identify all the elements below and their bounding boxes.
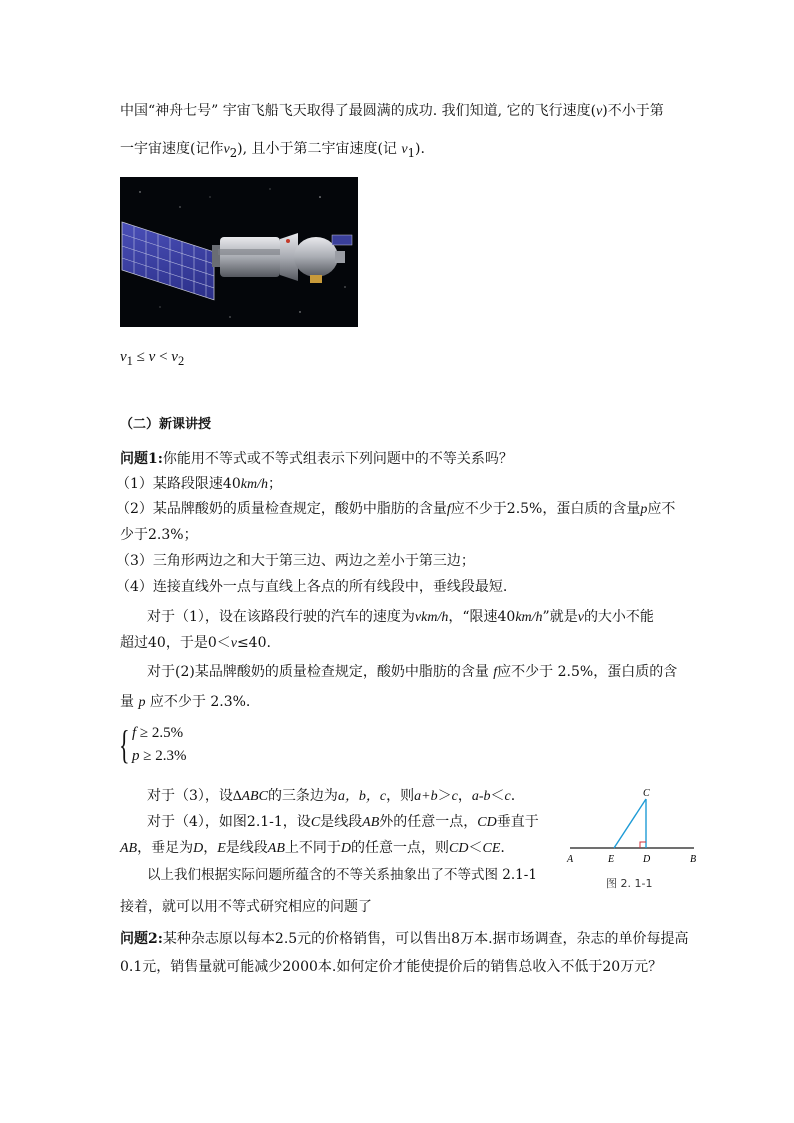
operator: < — [155, 349, 172, 365]
label-d: D — [643, 854, 651, 865]
var: p — [640, 502, 648, 517]
question-text: 你能用不等式或不等式组表示下列问题中的不等关系吗？ — [162, 451, 513, 467]
var: f — [493, 665, 498, 680]
text: （2）某品牌酸奶的质量检查规定，酸奶中脂肪的含量 — [116, 501, 447, 517]
vars: a，b，c — [337, 789, 387, 804]
text: 是线段 — [225, 840, 268, 856]
text: )不小于第 — [602, 103, 664, 119]
figure-caption: 图 2. 1-1 — [606, 877, 653, 890]
text: ，则 — [386, 788, 415, 804]
subscript: 1 — [407, 145, 416, 160]
var: v — [401, 142, 408, 157]
text: （1）某路段限速40 — [116, 476, 241, 492]
var: AB — [120, 841, 138, 856]
text: “神舟七号” — [148, 103, 219, 119]
text: 中国 — [120, 103, 148, 119]
var: c — [451, 789, 458, 804]
text: 应不少于 2.3%. — [145, 694, 251, 710]
intro-line-2 — [120, 140, 425, 162]
var: f — [132, 725, 137, 741]
text: ， — [457, 788, 472, 804]
answer-4-line-1 — [147, 813, 539, 832]
var: p — [132, 748, 140, 764]
text: 垂直于 — [496, 814, 539, 830]
text: 的任意一点，则 — [351, 840, 450, 856]
question-text: 某种杂志原以每本2.5元的价格销售，可以售出8万本.据市场调查，杂志的单价每提高 — [162, 931, 689, 947]
var: v — [596, 104, 603, 119]
text: 宇宙飞船飞天取得了最圆满的成功. 我们知道, 它的飞行速度( — [218, 103, 597, 119]
answer-1-line-1 — [147, 608, 654, 627]
text: 外的任意一点， — [379, 814, 478, 830]
q1-item-4: （4）连接直线外一点与直线上各点的所有线段中，垂线段最短. — [116, 579, 508, 595]
text: 上不同于 — [284, 840, 341, 856]
text: ； — [267, 476, 282, 492]
right-angle-mark — [640, 842, 646, 848]
var: C — [310, 815, 321, 830]
expr: a+b — [414, 789, 438, 804]
question-2-line-2: 0.1元，销售量就可能减少2000本.如何定价才能使提价后的销售总收入不低于20万元？ — [120, 959, 663, 975]
var: vkm/h — [414, 610, 449, 625]
intro-line-1 — [120, 102, 664, 121]
operator: ≤ — [132, 349, 149, 365]
text: 应不少于2.5%，蛋白质的含量 — [450, 501, 641, 517]
segment-ce — [614, 799, 646, 848]
unit: km/h — [515, 610, 543, 625]
text: 的三条边为 — [267, 788, 338, 804]
var: CD — [477, 815, 497, 830]
var: D — [193, 841, 204, 856]
text: ，“限速40 — [448, 609, 516, 625]
text: 的大小不能 — [583, 609, 654, 625]
answer-4-line-2 — [120, 839, 505, 858]
summary-line-2: 接着，就可以用不等式研究相应的问题了 — [120, 899, 372, 915]
spacecraft-photo — [120, 177, 358, 327]
q1-item-1 — [116, 475, 282, 494]
var: AB — [267, 841, 285, 856]
text: ≥ 2.3% — [139, 748, 187, 764]
label-c: C — [643, 788, 650, 799]
text: 应不少于 2.5%，蛋白质的含 — [497, 664, 678, 680]
subscript: 2 — [229, 145, 238, 160]
text: 一宇宙速度(记作 — [120, 141, 224, 157]
text: 对于(2)某品牌酸奶的质量检查规定，酸奶中脂肪的含量 — [147, 664, 494, 680]
var: f — [446, 502, 451, 517]
text: 应不 — [647, 501, 676, 517]
var: v — [223, 142, 230, 157]
text: . — [510, 788, 516, 804]
summary-line-1: 以上我们根据实际问题所蕴含的不等关系抽象出了不等式图 2.1-1 — [147, 867, 537, 883]
var: p — [138, 695, 146, 710]
question-label: 问题2: — [120, 931, 163, 947]
answer-2-line-1 — [147, 663, 677, 682]
answer-2-line-2 — [120, 693, 250, 712]
text: 量 — [120, 694, 139, 710]
var: AB — [362, 815, 380, 830]
system-brace: { — [119, 722, 130, 767]
section-title: （二）新课讲授 — [120, 417, 212, 432]
question-2-line-1 — [120, 930, 689, 948]
operator: ＞ — [437, 788, 452, 804]
text: 超过40，于是0＜ — [120, 635, 231, 651]
formula-inequality — [120, 348, 184, 370]
var: CE — [482, 841, 501, 856]
text: 是线段 — [320, 814, 363, 830]
var: v — [577, 610, 584, 625]
label-e: E — [608, 854, 615, 865]
operator: ＜ — [468, 840, 483, 856]
operator: ＜ — [490, 788, 505, 804]
text: 对于（3），设 — [147, 788, 233, 804]
answer-1-line-2 — [120, 634, 271, 653]
q1-item-2-cont: 少于2.3%； — [120, 527, 198, 543]
question-1 — [120, 450, 513, 468]
text: ，垂足为 — [137, 840, 194, 856]
text: ≤40. — [236, 635, 271, 651]
question-label: 问题1: — [120, 451, 163, 467]
system-row-2 — [132, 747, 186, 765]
expr: a-b — [471, 789, 491, 804]
label-a: A — [567, 854, 574, 865]
label-b: B — [690, 854, 697, 865]
var: D — [340, 841, 352, 856]
text: . — [500, 840, 505, 856]
text: 对于（1），设在该路段行驶的汽车的速度为 — [147, 609, 415, 625]
spacecraft-icon — [120, 177, 358, 327]
var: v — [148, 349, 156, 365]
var: c — [504, 789, 511, 804]
text: ). — [415, 141, 425, 157]
var: E — [217, 841, 226, 856]
text: ， — [203, 840, 218, 856]
q1-item-3: （3）三角形两边之和大于第三边、两边之差小于第三边； — [116, 553, 475, 569]
subscript: 2 — [177, 354, 185, 368]
answer-3 — [147, 787, 515, 806]
text: ”就是 — [542, 609, 578, 625]
var: CD — [449, 841, 469, 856]
subscript: 1 — [126, 354, 133, 368]
text: ), 且小于第二宇宙速度(记 — [237, 141, 402, 157]
system-row-1 — [132, 724, 183, 742]
text: 对于（4），如图2.1-1，设 — [147, 814, 311, 830]
q1-item-2 — [116, 500, 675, 519]
triangle: ∆ABC — [232, 789, 268, 804]
text: ≥ 2.5% — [136, 725, 184, 741]
var: v — [120, 349, 127, 365]
unit: km/h — [240, 477, 268, 492]
var: v — [171, 349, 178, 365]
var: v — [230, 636, 237, 651]
perpendicular-diagram — [566, 785, 701, 875]
